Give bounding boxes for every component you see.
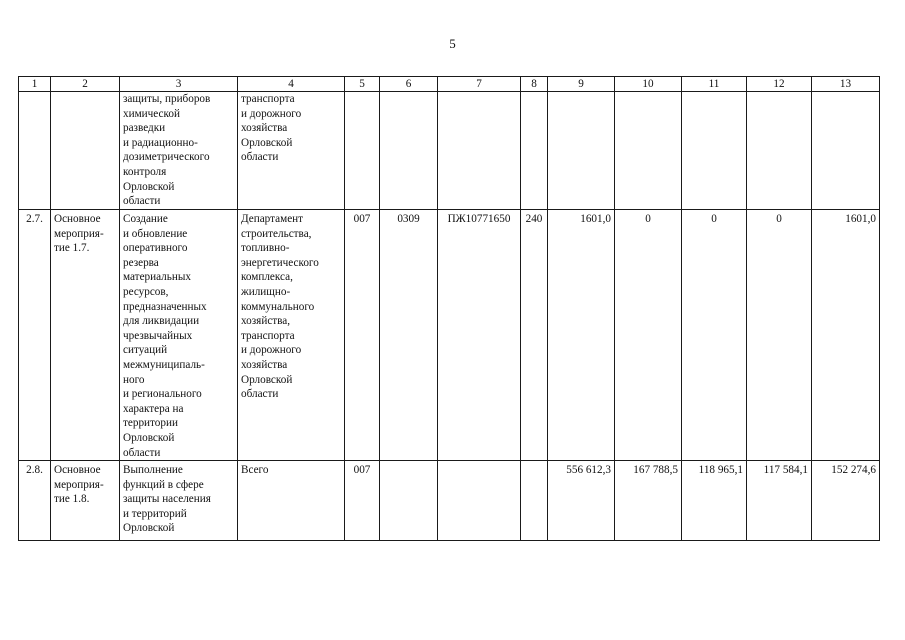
column-header: 10 bbox=[615, 77, 682, 92]
amount-cell bbox=[812, 92, 880, 210]
amount-cell: 0 bbox=[747, 210, 812, 461]
column-header: 11 bbox=[682, 77, 747, 92]
amount-cell bbox=[548, 92, 615, 210]
row-number-cell: 2.7. bbox=[19, 210, 51, 461]
amount-cell bbox=[682, 92, 747, 210]
amount-cell: 117 584,1 bbox=[747, 461, 812, 541]
column-header: 13 bbox=[812, 77, 880, 92]
responsible-cell: транспорта и дорожного хозяйства Орловской области bbox=[238, 92, 345, 210]
amount-cell: 1601,0 bbox=[548, 210, 615, 461]
responsible-cell: Всего bbox=[238, 461, 345, 541]
expense-type-cell: 240 bbox=[521, 210, 548, 461]
section-cell bbox=[380, 92, 438, 210]
event-type-cell bbox=[51, 92, 120, 210]
amount-cell: 0 bbox=[682, 210, 747, 461]
column-header: 4 bbox=[238, 77, 345, 92]
column-number-row bbox=[19, 77, 880, 92]
amount-cell bbox=[615, 92, 682, 210]
grbs-cell: 007 bbox=[345, 210, 380, 461]
amount-cell: 556 612,3 bbox=[548, 461, 615, 541]
event-description-cell: защиты, приборов химической разведки и радиационно- дозиметрического контроля Орловской области bbox=[120, 92, 238, 210]
amount-cell: 1601,0 bbox=[812, 210, 880, 461]
event-description-cell: Создание и обновление оперативного резерва материальных ресурсов, предназначенных для ликвидации чрезвычайных ситуаций межмуниципаль- ного и регионального характера на территории Орловской области bbox=[120, 210, 238, 461]
responsible-cell: Департамент строительства, топливно- энергетического комплекса, жилищно- коммунального хозяйства, транспорта и дорожного хозяйства Орловской области bbox=[238, 210, 345, 461]
event-type-cell: Основное мероприя- тие 1.7. bbox=[51, 210, 120, 461]
amount-cell bbox=[747, 92, 812, 210]
amount-cell: 152 274,6 bbox=[812, 461, 880, 541]
column-header: 5 bbox=[345, 77, 380, 92]
amount-cell: 0 bbox=[615, 210, 682, 461]
table-row bbox=[19, 461, 880, 541]
column-header: 6 bbox=[380, 77, 438, 92]
column-header: 9 bbox=[548, 77, 615, 92]
expense-type-cell bbox=[521, 92, 548, 210]
target-article-cell bbox=[438, 461, 521, 541]
amount-cell: 118 965,1 bbox=[682, 461, 747, 541]
column-header: 2 bbox=[51, 77, 120, 92]
row-number-cell: 2.8. bbox=[19, 461, 51, 541]
target-article-cell bbox=[438, 92, 521, 210]
table-row bbox=[19, 210, 880, 461]
section-cell bbox=[380, 461, 438, 541]
amount-cell: 167 788,5 bbox=[615, 461, 682, 541]
budget-table bbox=[18, 76, 880, 541]
page-number: 5 bbox=[449, 36, 456, 51]
column-header: 8 bbox=[521, 77, 548, 92]
grbs-cell: 007 bbox=[345, 461, 380, 541]
row-number-cell bbox=[19, 92, 51, 210]
column-header: 12 bbox=[747, 77, 812, 92]
target-article-cell: ПЖ10771650 bbox=[438, 210, 521, 461]
column-header: 7 bbox=[438, 77, 521, 92]
event-type-cell: Основное мероприя- тие 1.8. bbox=[51, 461, 120, 541]
grbs-cell bbox=[345, 92, 380, 210]
column-header: 1 bbox=[19, 77, 51, 92]
event-description-cell: Выполнение функций в сфере защиты населения и территорий Орловской bbox=[120, 461, 238, 541]
section-cell: 0309 bbox=[380, 210, 438, 461]
expense-type-cell bbox=[521, 461, 548, 541]
column-header: 3 bbox=[120, 77, 238, 92]
table-row bbox=[19, 92, 880, 210]
